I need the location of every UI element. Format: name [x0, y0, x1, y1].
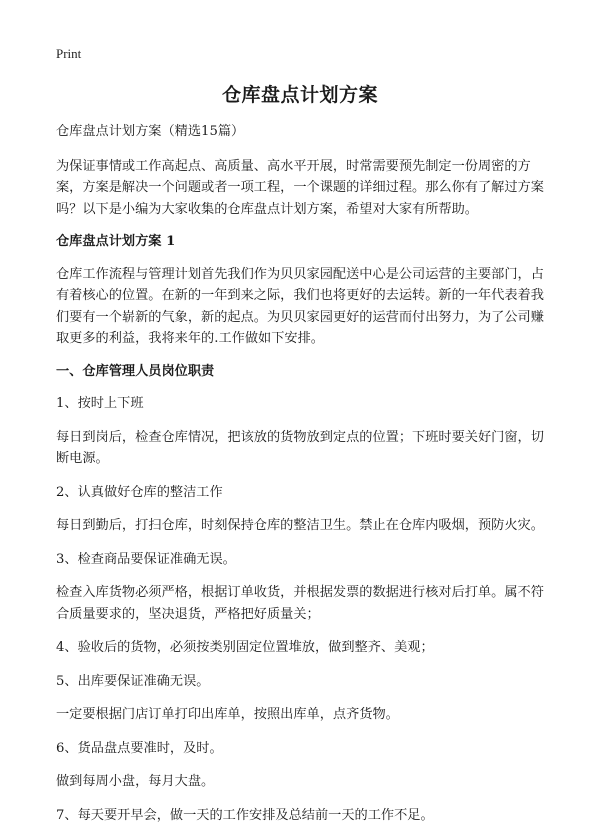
intro-paragraph: 为保证事情或工作高起点、高质量、高水平开展，时常需要预先制定一份周密的方案，方案是解决一个问题或者一项工程，一个课题的详细过程。那么你有了解过方案吗？以下是小编为大家收集的仓库盘点计划方案，希望对大家有所帮助。: [56, 158, 544, 217]
document-content: [56, 121, 556, 838]
list-item-title: 2、认真做好仓库的整洁工作: [56, 484, 223, 500]
list-item-title: 7、每天要开早会，做一天的工作安排及总结前一天的工作不足。: [56, 807, 434, 823]
list-item-body: 一定要根据门店订单打印出库单，按照出库单，点齐货物。: [56, 707, 399, 722]
list-item-title: 5、出库要保证准确无误。: [56, 673, 210, 689]
list-item-body: 每日到岗后，检查仓库情况，把该放的货物放到定点的位置；下班时要关好门窗，切断电源。: [56, 429, 544, 466]
document-subtitle: 仓库盘点计划方案（精选15篇）: [56, 124, 245, 139]
list-item-body: 做到每周小盘，每月大盘。: [56, 774, 215, 789]
list-item-title: 3、检查商品要保证准确无误。: [56, 551, 236, 567]
print-label: Print: [56, 46, 82, 61]
section-intro-paragraph: 仓库工作流程与管理计划首先我们作为贝贝家园配送中心是公司运营的主要部门，占有着核心的位置。在新的一年到来之际，我们也将更好的去运转。新的一年代表着我们要有一个崭新的气象，新的起点。为贝贝家园更好的运营而付出努力，为了公司赚取更多的利益，我将来年的.工作做如下安排。: [56, 266, 544, 346]
list-item-body: 检查入库货物必须严格，根据订单收货，并根据发票的数据进行核对后打单。属不符合质量要求的，坚决退货，严格把好质量关；: [56, 585, 544, 622]
section-title: 仓库盘点计划方案 1: [56, 234, 176, 249]
list-item-title: 1、按时上下班: [56, 396, 144, 411]
page-title: 仓库盘点计划方案: [221, 84, 378, 106]
list-item-body: 每日到勤后，打扫仓库，时刻保持仓库的整洁卫生。禁止在仓库内吸烟，预防火灾。: [56, 518, 544, 533]
heading-responsibilities: 一、仓库管理人员岗位职责: [56, 363, 215, 379]
list-item-title: 4、验收后的货物，必须按类别固定位置堆放，做到整齐、美观；: [56, 640, 434, 655]
list-item-title: 6、货品盘点要准时，及时。: [56, 740, 223, 756]
